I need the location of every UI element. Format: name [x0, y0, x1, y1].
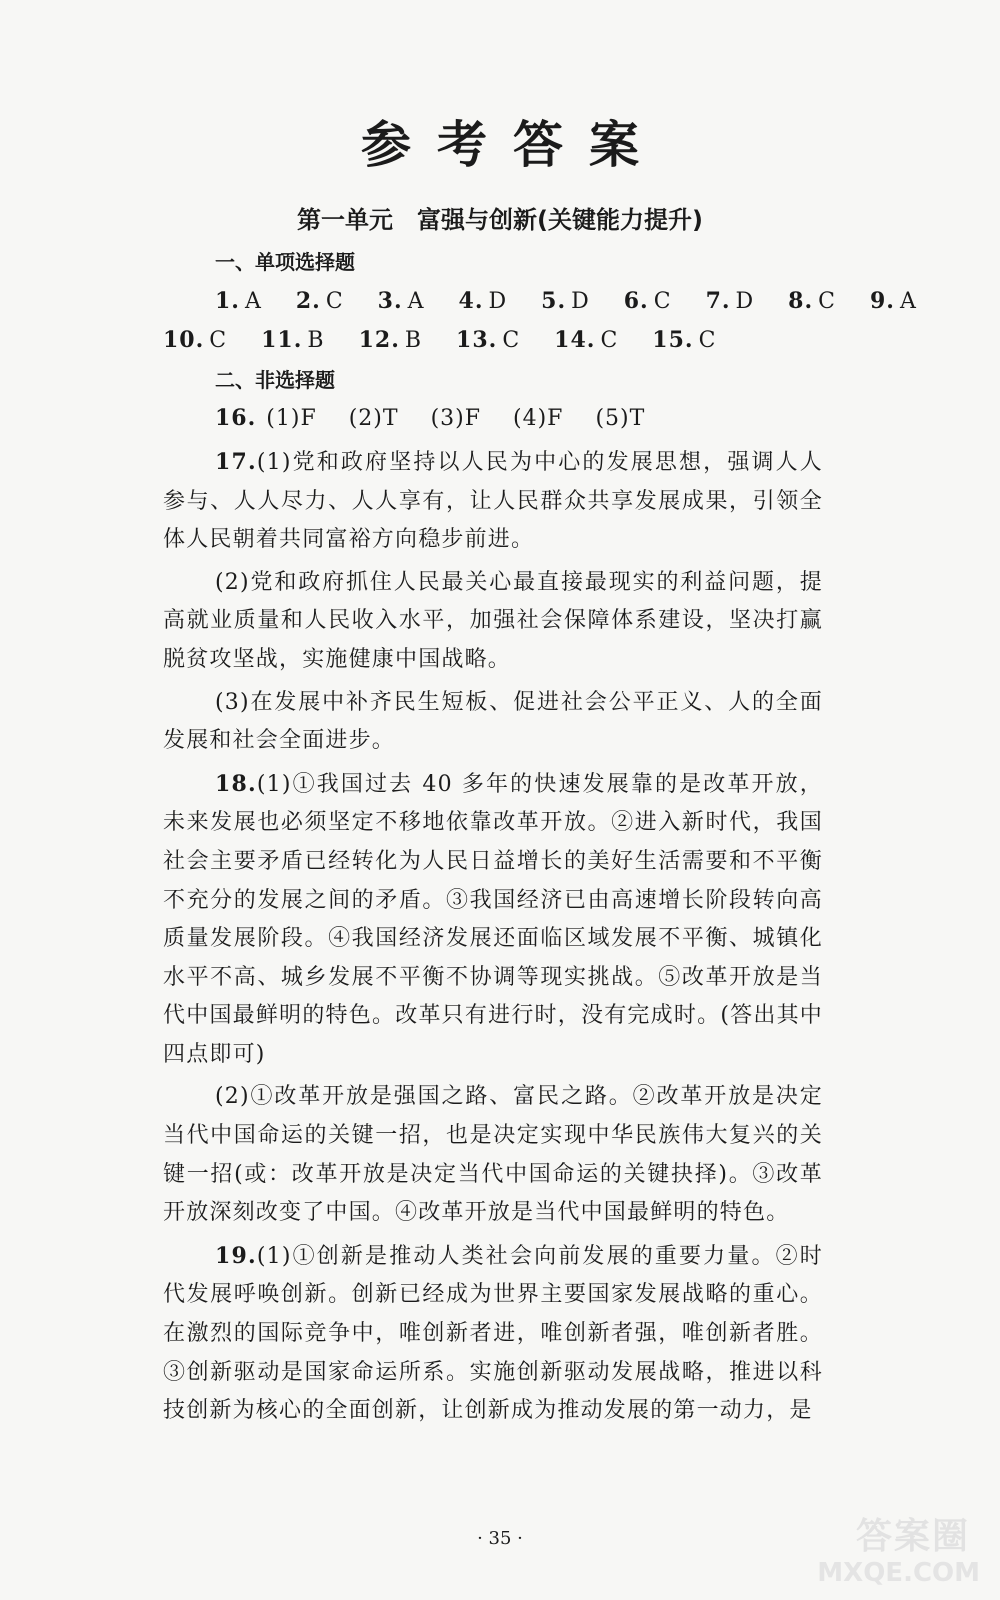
mc-answer: 12. B: [358, 327, 423, 354]
q16-answers: [163, 399, 823, 439]
q17-part2: (2)党和政府抓住人民最关心最直接最现实的利益问题，提高就业质量和人民收入水平，加强社会保障体系建设，坚决打赢脱贫攻坚战，实施健康中国战略。: [163, 569, 823, 672]
site-watermark-logo: [770, 1508, 980, 1588]
tf-answer: (2)T: [348, 406, 399, 432]
q18-part2: (2)①改革开放是强国之路、富民之路。②改革开放是决定当代中国命运的关键一招，也是决定实现中华民族伟大复兴的关键一招(或：改革开放是决定当代中国命运的关键抉择)。③改革开放深刻改变了中国。④改革开放是当代中国最鲜明的特色。: [163, 1084, 823, 1226]
tf-answer: (1)F: [266, 406, 317, 432]
answer-content: [163, 243, 917, 1431]
mc-section-heading: 一、单项选择题: [215, 250, 355, 274]
tf-answer: (4)F: [513, 406, 564, 432]
question-number: 19.: [215, 1242, 257, 1269]
mc-answer: 3. A: [377, 287, 425, 314]
watermark-url: MXQE.COM: [817, 1558, 980, 1588]
question-number: 17.: [215, 448, 257, 475]
q17-part3: (3)在发展中补齐民生短板、促进社会公平正义、人的全面发展和社会全面进步。: [163, 689, 823, 754]
tf-answer: (5)T: [595, 406, 646, 432]
mc-answer: 13. C: [456, 327, 521, 354]
mc-answers-line-2: [163, 321, 823, 361]
mc-answer: 15. C: [652, 327, 717, 354]
mc-answer: 11. B: [261, 327, 325, 354]
mc-answer: 10. C: [163, 327, 228, 354]
mc-answer: 7. D: [705, 287, 755, 314]
q17-part1: [163, 443, 823, 560]
mc-answer: 8. C: [788, 287, 836, 314]
answer-text: (1)党和政府坚持以人民为中心的发展思想，强调人人参与、人人尽力、人人享有，让人民群众共享发展成果，引领全体人民朝着共同富裕方向稳步前进。: [163, 449, 823, 553]
tf-answer: (3)F: [430, 406, 481, 432]
q19-part1: [163, 1237, 823, 1431]
mc-answer: 6. C: [623, 287, 672, 314]
watermark-text: 答案圈: [855, 1516, 970, 1557]
mc-answer: 14. C: [554, 327, 619, 354]
nonmc-section-heading: 二、非选择题: [215, 367, 335, 392]
mc-answer: 4. D: [458, 287, 508, 314]
mc-answer: 2. C: [295, 287, 344, 314]
unit-heading: 第一单元 富强与创新(关键能力提升): [297, 206, 703, 234]
page-number: · 35 ·: [477, 1528, 523, 1549]
mc-answer: 9. A: [869, 287, 917, 314]
q18-part1: [163, 765, 823, 1075]
question-number: 18.: [215, 770, 257, 797]
page-title: 参考答案: [361, 115, 665, 174]
mc-answers-line-1: [163, 282, 917, 322]
answer-text: (1)①我国过去 40 多年的快速发展靠的是改革开放，未来发展也必须坚定不移地依靠改革开放。②进入新时代，我国社会主要矛盾已经转化为人民日益增长的美好生活需要和不平衡不充分的发展之间的矛盾。③我国经济已由高速增长阶段转向高质量发展阶段。④我国经济发展还面临区域发展不平衡、城镇化水平不高、城乡发展不平衡不协调等现实挑战。⑤改革开放是当代中国最鲜明的特色。改革只有进行时，没有完成时。(答出其中四点即可): [163, 771, 823, 1067]
mc-answer: 5. D: [541, 287, 590, 314]
answer-text: (1)①创新是推动人类社会向前发展的重要力量。②时代发展呼唤创新。创新已经成为世界主要国家发展战略的重心。在激烈的国际竞争中，唯创新者进，唯创新者强，唯创新者胜。③创新驱动是国家命运所系。实施创新驱动发展战略，推进以科技创新为核心的全面创新，让创新成为推动发展的第一动力，是: [163, 1243, 823, 1424]
mc-answer: 1. A: [215, 287, 262, 314]
question-number: 16.: [215, 405, 257, 432]
